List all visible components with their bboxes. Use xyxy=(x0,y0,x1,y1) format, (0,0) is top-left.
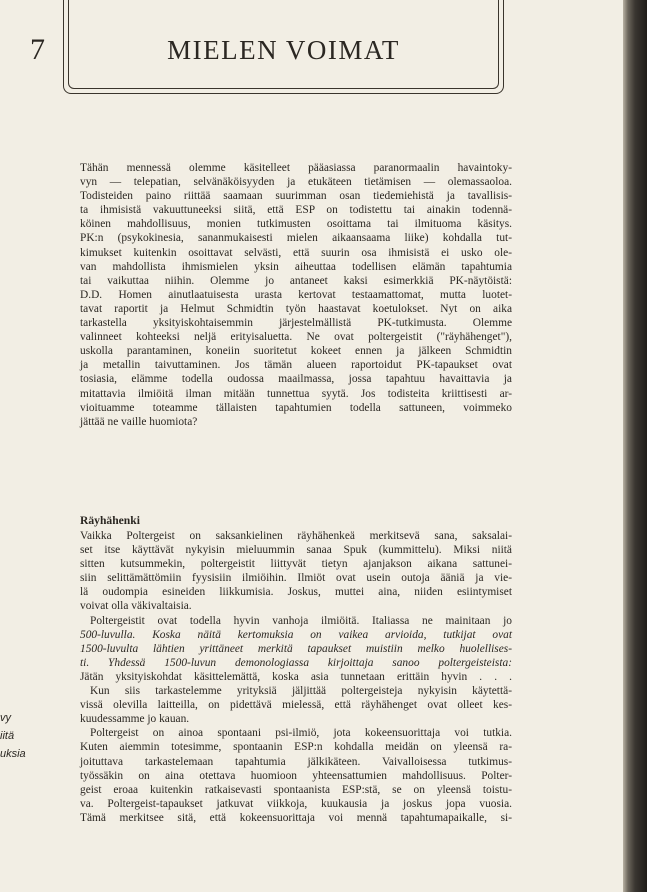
section-line: Kun siis tarkastelemme yrityksiä jäljittää poltergeisteja nykyisin käytettä- xyxy=(90,685,512,698)
intro-line: ta ihmisistä vakuuttuneeksi siitä, että ESP on todistettu tai ainakin todennä- xyxy=(80,204,512,217)
section-line: vissä olevilla laitteilla, on pidettävä mielessä, että räyhähenget ovat olleet kes- xyxy=(80,699,512,712)
section-heading: Räyhähenki xyxy=(80,514,140,527)
section-line: Poltergeistit ovat todella hyvin vanhoja ilmiöitä. Italiassa ne mainitaan jo xyxy=(90,614,512,627)
margin-note: vy xyxy=(0,712,11,724)
intro-line: PK:n (psykokinesia, sananmukaisesti mielen aikaansaama liike) kohdalla tut- xyxy=(80,232,512,245)
section-line: Kuten aiemmin totesimme, spontaanin ESP:n kohdalla meidän on yleensä ra- xyxy=(80,741,512,754)
section-line: kuudessamme jo kauan. xyxy=(80,713,190,726)
section-line: sitten kutsummekin, poltergeistit liittyvät tietyn ajanjakson aikana sattunei- xyxy=(80,558,512,571)
book-spine-shadow xyxy=(623,0,647,892)
margin-note: uksia xyxy=(0,748,26,760)
section-line: työssäkin on aina otettava huomioon yhteensattumien mahdollisuus. Polter- xyxy=(80,769,512,782)
intro-line: D.D. Homen ainutlaatuisesta urasta kertovat testaamattomat, mutta luotet- xyxy=(80,288,512,301)
intro-line: tarkastella yksityiskohtaisemmin järjestelmällistä PK-tutkimusta. Olemme xyxy=(80,317,512,330)
intro-line: uskolla parantaminen, koneiin suoritetut kokeet ennen ja jälkeen Schmidtin xyxy=(80,345,512,358)
section-rayhahenki xyxy=(80,514,512,825)
section-line: set itse käyttävät nykyisin mieluummin sanaa Spuk (kummittelu). Miksi niitä xyxy=(80,544,512,557)
intro-line: valinneet kohteeksi neljä erityisaluetta. Ne ovat poltergeistit ("räyhähenget"), xyxy=(80,331,512,344)
section-line: va. Poltergeist-tapaukset jatkuvat viikkoja, kuukausia ja joskus jopa vuosia. xyxy=(80,797,512,810)
chapter-title: MIELEN VOIMAT xyxy=(167,35,400,65)
facing-page-margin-text xyxy=(0,709,26,763)
section-line: Poltergeist on ainoa spontaani psi-ilmiö, jota kokeensuorittaja voi tutkia. xyxy=(90,727,512,740)
intro-line: Tähän mennessä olemme käsitelleet pääasiassa paranormaalin havaintoky- xyxy=(80,162,512,174)
intro-line: vioituamme toteamme tällaisten tapahtumien todella sattuneen, voimmeko xyxy=(80,401,512,414)
intro-line: tavat raportit ja Helmut Schmidtin työn haastavat koetulokset. Nyt on aika xyxy=(80,302,512,315)
intro-line: jättää ne vaille huomiota? xyxy=(80,415,198,428)
intro-line: mitattavia ilmiöitä ilman mitään tunnettua syytä. Jos todisteita kriittisesti ar- xyxy=(80,387,512,400)
intro-line: kimukset kuitenkin osoittavat selvästi, että suurin osa ihmisistä ei usko ole- xyxy=(80,246,512,259)
intro-line: van mahdollista ihmismielen yksin aiheuttaa todellisen elämän tapahtumia xyxy=(80,260,512,273)
margin-note: iitä xyxy=(0,730,15,742)
chapter-number: 7 xyxy=(30,33,46,66)
section-line: joituttava tarkastelemaan tapahtumia jälkikäteen. Vaivalloisessa tutkimus- xyxy=(80,755,512,768)
section-line: Jätän yksityiskohdat käsittelemättä, koska asia tunnetaan erittäin hyvin . . . xyxy=(80,670,512,683)
section-line: geist eroaa kuitenkin ratkaisevasti spontaanista ESP:stä, se on yleensä toistu- xyxy=(80,783,512,796)
section-line: lä oudompia esineiden liikkumisia. Joskus, muttei aina, niiden esiintymiset xyxy=(80,586,512,599)
intro-line: köinen mahdollisuus, monien tutkimusten osoittama tai ilmituoma käsitys. xyxy=(80,218,512,231)
intro-line: tosiasia, elämme todella oudossa maailmassa, jossa tapahtuu havaittavia ja xyxy=(80,373,512,386)
section-line: ti. Yhdessä 1500-luvun demonologiassa kirjoittaja sanoo poltergeisteista: xyxy=(80,656,512,669)
section-line: 1500-luvulta lähtien yrittäneet merkitä tapaukset muistiin melko huolellises- xyxy=(80,642,512,655)
intro-line: vyn — telepatian, selvänäköisyyden ja etukäteen tietämisen — olemassaoloa. xyxy=(80,176,512,189)
section-line: voivat olla väkivaltaisia. xyxy=(80,600,192,613)
intro-paragraph xyxy=(80,161,512,429)
section-line: Vaikka Poltergeist on saksankielinen räyhähenkeä merkitsevä sana, saksalai- xyxy=(80,530,512,542)
intro-line: tai vaikuttaa niihin. Olemme jo antaneet kaksi esimerkkiä PK-näytöistä: xyxy=(80,274,512,287)
section-line: 500-luvulla. Koska näitä kertomuksia on vaikea arvioida, tutkijat ovat xyxy=(80,628,512,641)
section-line: siin selittämättömiin fyysisiin ilmiöihin. Ilmiöt ovat usein outoja ääniä ja vie- xyxy=(80,572,512,585)
intro-line: Todisteiden paino riittää saamaan suurimman osan tiedemiehistä ja tavallisis- xyxy=(80,190,512,203)
section-line: Tämä merkitsee sitä, että kokeensuorittaja voi mennä tapahtumapaikalle, si- xyxy=(80,811,512,824)
chapter-title-box xyxy=(63,0,504,94)
intro-line: ja metallin taivuttaminen. Jos tämän alueen raportoidut PK-tapaukset ovat xyxy=(80,359,512,372)
